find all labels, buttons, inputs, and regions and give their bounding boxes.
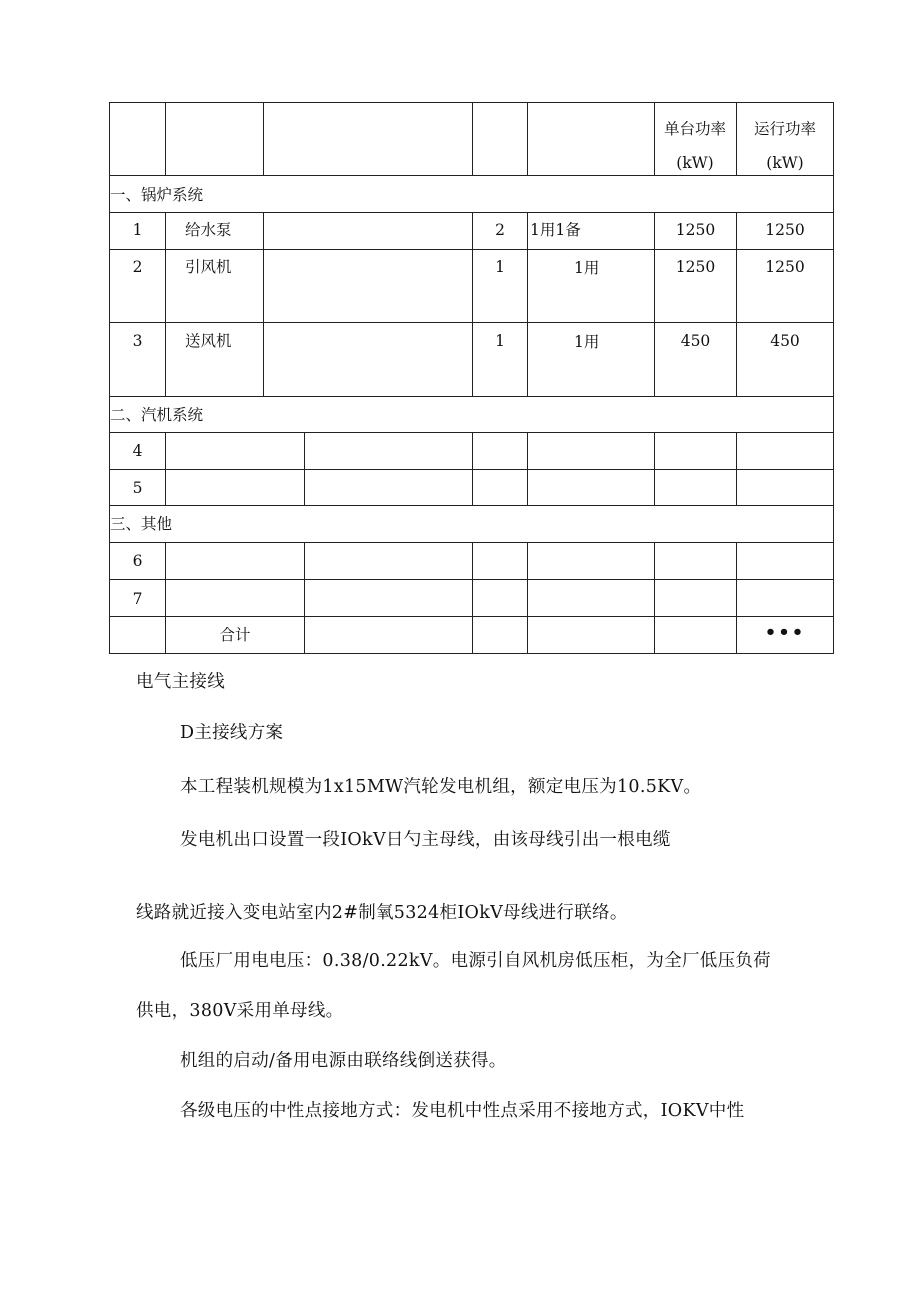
row-name: 给水泵 (185, 221, 232, 239)
paragraph-1: 本工程装机规模为1x15MW汽轮发电机组，额定电压为10.5KV。 (180, 777, 702, 797)
row-no: 2 (132, 258, 143, 276)
row-no: 1 (132, 221, 143, 239)
row-name: 引风机 (185, 258, 232, 276)
paragraph-2-line-2: 线路就近接入变电站室内2#制氧5324柜IOkV母线进行联络。 (136, 903, 628, 923)
paragraph-5: 各级电压的中性点接地方式：发电机中性点采用不接地方式，IOKV中性 (180, 1101, 745, 1121)
paragraph-2-line-1: 发电机出口设置一段IOkV日勺主母线，由该母线引出一根电缆 (180, 830, 671, 850)
total-value: ••• (764, 622, 806, 643)
row-unit-power: 1250 (675, 221, 716, 239)
section-boiler: 一、锅炉系统 (110, 186, 204, 204)
row-run-power: 1250 (765, 258, 805, 276)
row-no: 5 (132, 479, 143, 497)
row-run-power: 450 (770, 332, 800, 350)
section-turbine: 二、汽机系统 (110, 406, 204, 424)
row-unit-power: 450 (680, 332, 711, 350)
paragraph-4: 机组的启动/备用电源由联络线倒送获得。 (180, 1051, 507, 1071)
row-run-power: 1250 (765, 221, 805, 239)
header-unit-power: 单台功率(kW) (663, 120, 726, 172)
row-name: 送风机 (185, 332, 232, 350)
row-qty: 1 (495, 258, 505, 276)
row-mode: 1用1备 (530, 221, 581, 239)
paragraph-3-line-2: 供电，380V采用单母线。 (136, 1001, 344, 1021)
total-label: 合计 (219, 626, 251, 644)
sub-heading: D主接线方案 (180, 723, 284, 743)
row-unit-power: 1250 (675, 258, 716, 276)
section-other: 三、其他 (110, 515, 173, 533)
row-no: 7 (132, 590, 143, 608)
paragraph-3-line-1: 低压厂用电电压：0.38/0.22kV。电源引自风机房低压柜，为全厂低压负荷 (180, 951, 771, 971)
row-mode: 1用 (574, 259, 600, 277)
section-heading: 电气主接线 (136, 672, 225, 692)
row-qty: 1 (495, 332, 505, 350)
row-mode: 1用 (574, 333, 600, 351)
row-no: 6 (132, 552, 143, 570)
row-no: 3 (132, 332, 143, 350)
row-qty: 2 (495, 221, 505, 239)
row-no: 4 (132, 442, 143, 460)
header-run-power: 运行功率(kW) (753, 120, 816, 172)
